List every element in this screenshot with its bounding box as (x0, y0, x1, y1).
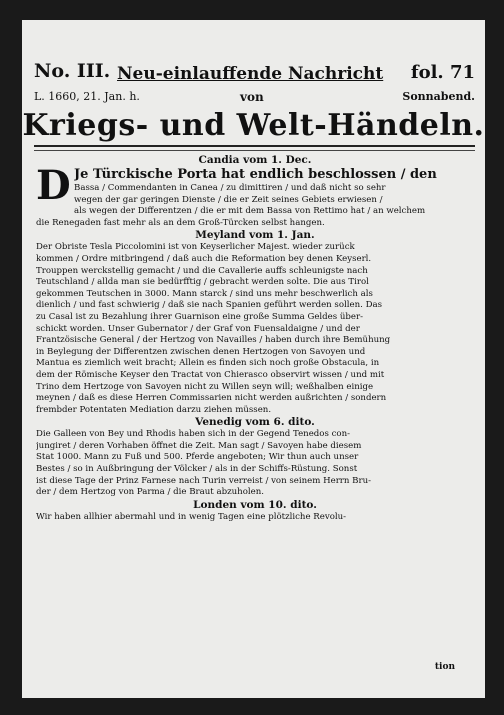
section-heading: Venedig vom 6. dito. (195, 416, 315, 429)
text-line: Die Galleen von Bey und Rhodis haben sich in der Gegend Tenedos con- (36, 429, 351, 440)
text-line: Stat 1000. Mann zu Fuß und 500. Pferde angeboten; Wir thun auch unser (36, 452, 359, 463)
text-line: meynen / daß es diese Herren Commissarien nicht werden außrichten / sondern (36, 393, 387, 404)
von-label: von (240, 90, 264, 104)
header-rule (34, 145, 475, 147)
section-heading: Londen vom 10. dito. (193, 498, 317, 511)
section-heading: Candia vom 1. Dec. (198, 154, 312, 166)
text-line: Frantzösische General / der Hertzog von Navailles / haben durch ihre Bemühung (36, 335, 391, 346)
drop-cap: D (36, 162, 71, 209)
text-line: jungiret / deren Vorhaben öffnet die Zeit. Man sagt / Savoyen habe diesem (36, 440, 362, 451)
header-rule-thin (34, 150, 475, 151)
news-section (36, 416, 474, 499)
catchword: tion (434, 662, 455, 672)
news-section (36, 499, 474, 524)
news-section (36, 229, 474, 416)
text-line: Trino dem Hertzoge von Savoyen nicht zu Willen seyn will; weßhalben einige (36, 381, 374, 392)
masthead-title: Kriegs- und Welt-Händeln. (22, 108, 485, 143)
text-line: dienlich / und fast schwierig / daß sie nach Spanien geführt werden sollen. Das (36, 300, 383, 311)
issue-date: L. 1660, 21. Jan. h. (34, 90, 140, 103)
text-line: ist diese Tage der Prinz Farnese nach Turin verreist / von seinem Herrn Bru- (36, 475, 372, 486)
text-line: kommen / Ordre mitbringend / daß auch die Reformation bey denen Keyserl. (36, 253, 372, 264)
text-line: dem der Römische Keyser den Tractat von Chierasco observirt wissen / und mit (36, 369, 385, 380)
text-line: schickt worden. Unser Gubernator / der Graf von Fuensaldaigne / und der (36, 323, 360, 334)
newspaper-page (22, 20, 485, 698)
first-line: Je Türckische Porta hat endlich beschlossen / den (74, 167, 437, 182)
text-line: zu Casal ist zu Bezahlung ihrer Guarnison eine große Summa Geldes über- (36, 311, 364, 322)
text-line: gekommen Teutschen in 3000. Mann starck / sind uns mehr beschwerlich als (36, 288, 373, 299)
text-line: Mantua es ziemlich weit bracht; Allein es finden sich noch große Obstacula, in (36, 358, 380, 369)
section-heading: Meyland vom 1. Jan. (195, 229, 315, 242)
text-line: in Beylegung der Differentzen zwischen denen Hertzogen von Savoyen und (36, 346, 366, 357)
text-line: der / dem Hertzog von Parma / die Braut abzuholen. (36, 487, 264, 498)
news-section (36, 154, 474, 229)
text-line: Der Obriste Tesla Piccolomini ist von Keyserlicher Majest. wieder zurück (36, 242, 355, 253)
text-line: Trouppen werckstellig gemacht / und die Cavallerie auffs schleunigste nach (36, 265, 368, 276)
text-line: frembder Potentaten Mediation darzu ziehen müssen. (36, 404, 272, 415)
text-line: als wegen der Differentzen / die er mit dem Bassa von Rettimo hat / an welchem (74, 206, 426, 217)
text-line: Bestes / so in Außbringung der Völcker / als in der Schiffs-Rüstung. Sonst (36, 464, 358, 475)
text-line: wegen der gar geringen Dienste / die er Zeit seines Gebiets erwiesen / (74, 194, 383, 205)
text-line: die Renegaden fast mehr als an dem Groß-Türcken selbst hangen. (36, 217, 325, 228)
issue-number: No. III. (34, 60, 111, 82)
weekday-label: Sonnabend. (402, 90, 475, 103)
text-line: Bassa / Commendanten in Canea / zu dimittiren / und daß nicht so sehr (74, 183, 386, 193)
text-line: Teutschland / allda man sie bedürfftig / gebracht werden solte. Die aus Tirol (36, 277, 369, 288)
folio-number: fol. 71 (410, 62, 475, 83)
article-body (36, 154, 474, 523)
issue-title: Neu-einlauffende Nachricht (117, 64, 384, 84)
text-line: Wir haben allhier abermahl und in wenig Tagen eine plötzliche Revolu- (36, 511, 347, 522)
